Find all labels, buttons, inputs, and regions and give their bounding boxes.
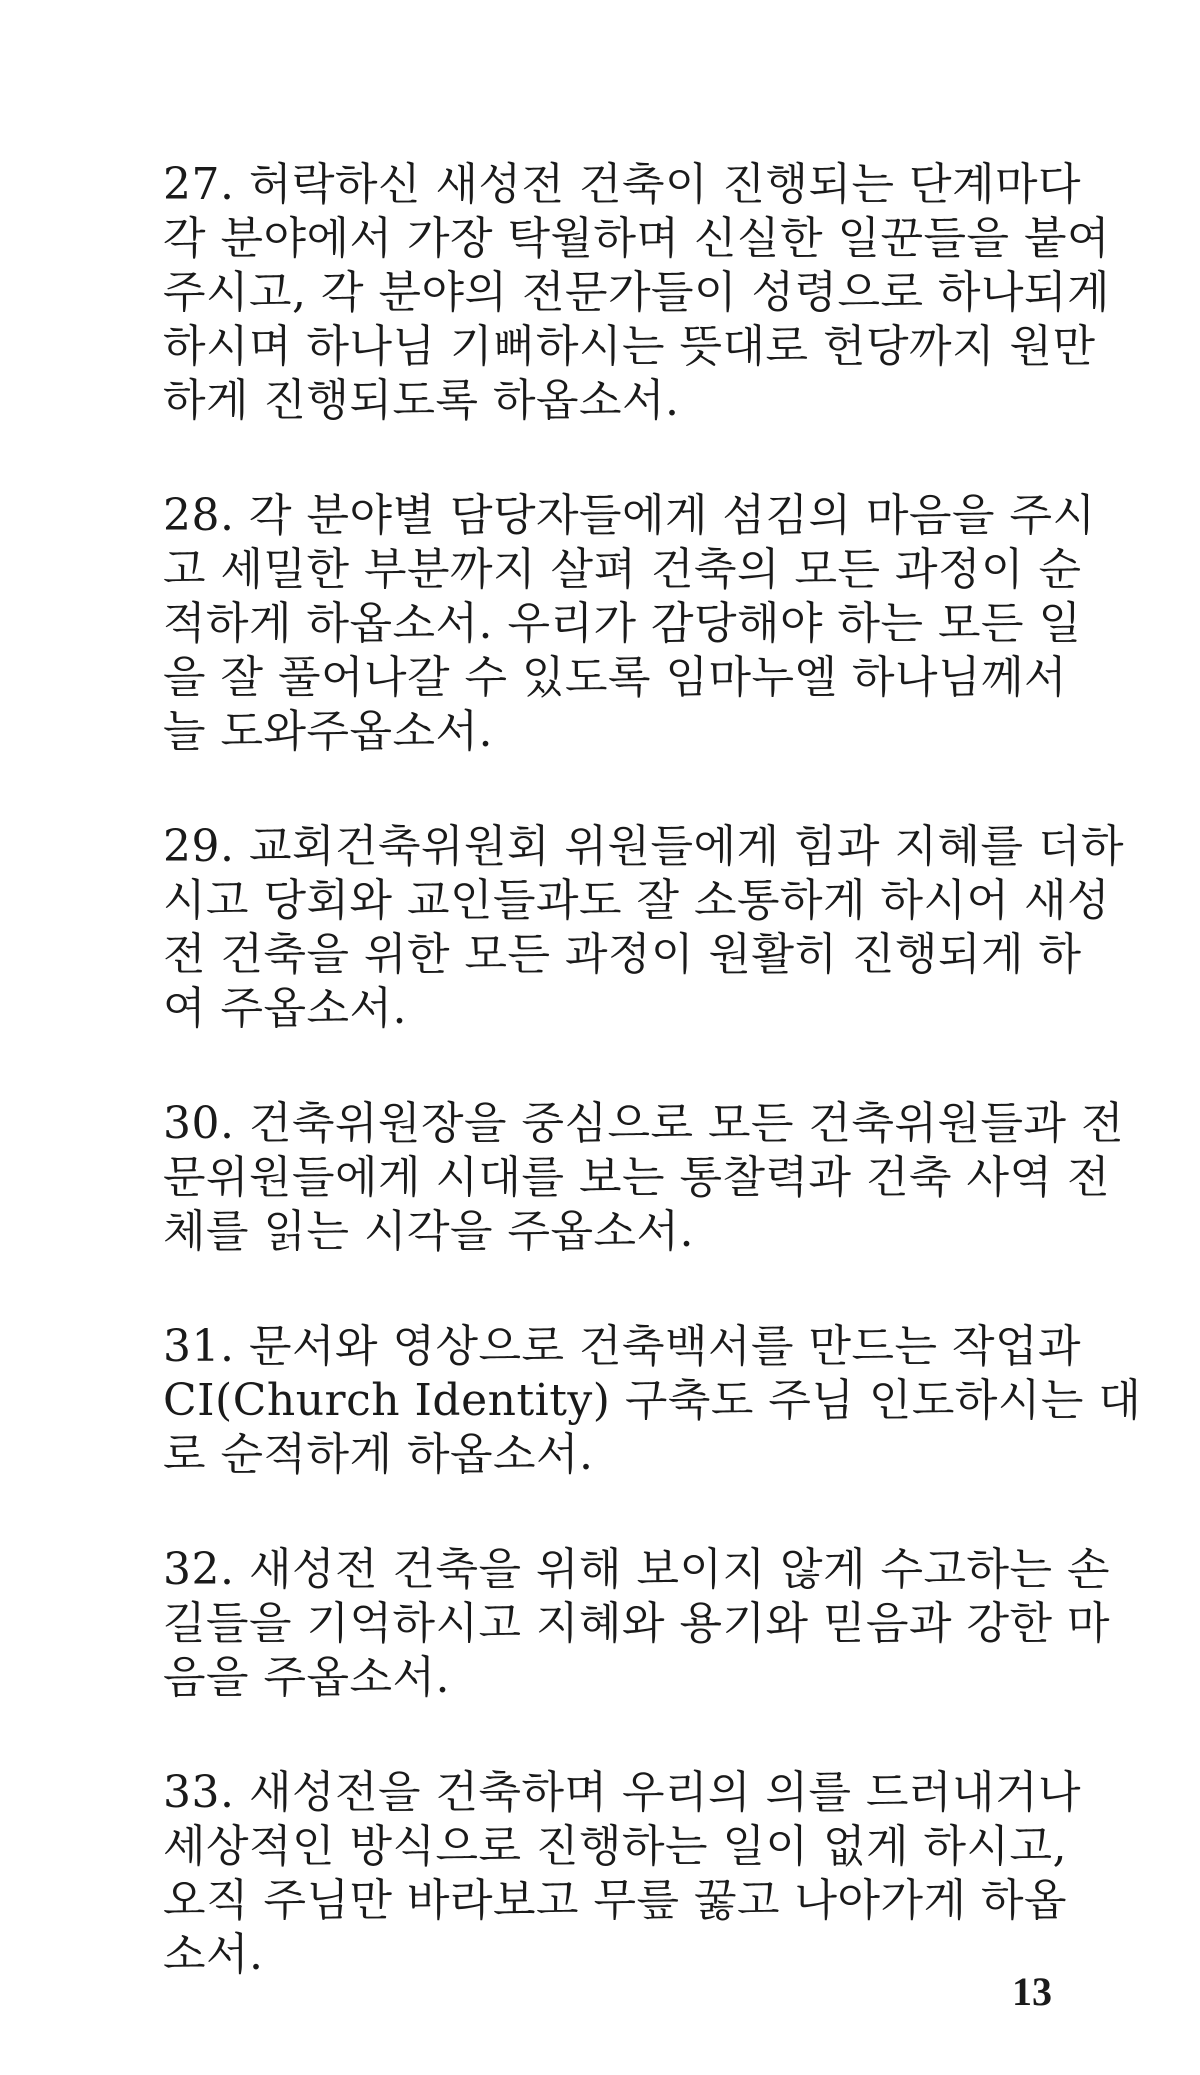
text-line: 세상적인 방식으로 진행하는 일이 없게 하시고, bbox=[163, 1821, 1067, 1872]
prayer-item-31 bbox=[163, 1320, 1142, 1482]
page-number: 13 bbox=[1012, 1969, 1052, 2014]
text-line: 주시고, 각 분야의 전문가들이 성령으로 하나되게 bbox=[163, 267, 1110, 318]
text-line: 30. 건축위원장을 중심으로 모든 건축위원들과 전 bbox=[163, 1098, 1124, 1149]
text-line: 오직 주님만 바라보고 무릎 꿇고 나아가게 하옵 bbox=[163, 1875, 1067, 1926]
text-line: 27. 허락하신 새성전 건축이 진행되는 단계마다 bbox=[163, 159, 1081, 210]
text-line: 여 주옵소서. bbox=[163, 983, 407, 1034]
text-line: 적하게 하옵소서. 우리가 감당해야 하는 모든 일 bbox=[163, 598, 1082, 649]
text-line: 음을 주옵소서. bbox=[163, 1652, 450, 1703]
text-line: 33. 새성전을 건축하며 우리의 의를 드러내거나 bbox=[163, 1767, 1081, 1818]
prayer-item-33 bbox=[163, 1766, 1081, 1982]
text-line: 을 잘 풀어나갈 수 있도록 임마누엘 하나님께서 bbox=[163, 652, 1067, 703]
text-line: 고 세밀한 부분까지 살펴 건축의 모든 과정이 순 bbox=[163, 544, 1082, 595]
text-line: 하게 진행되도록 하옵소서. bbox=[163, 375, 680, 426]
text-line: 각 분야에서 가장 탁월하며 신실한 일꾼들을 붙여 bbox=[163, 213, 1110, 264]
text-line: 31. 문서와 영상으로 건축백서를 만드는 작업과 bbox=[163, 1321, 1081, 1372]
text-line: 28. 각 분야별 담당자들에게 섬김의 마음을 주시 bbox=[163, 490, 1096, 541]
text-line: 로 순적하게 하옵소서. bbox=[163, 1429, 594, 1480]
prayer-list bbox=[163, 158, 1142, 2043]
prayer-item-27 bbox=[163, 158, 1110, 428]
text-line: 하시며 하나님 기뻐하시는 뜻대로 헌당까지 원만 bbox=[163, 321, 1096, 372]
prayer-item-28 bbox=[163, 489, 1096, 759]
text-line: 문위원들에게 시대를 보는 통찰력과 건축 사역 전 bbox=[163, 1152, 1110, 1203]
text-line: 전 건축을 위한 모든 과정이 원활히 진행되게 하 bbox=[163, 929, 1082, 980]
text-line: 늘 도와주옵소서. bbox=[163, 706, 493, 757]
text-line: 체를 읽는 시각을 주옵소서. bbox=[163, 1206, 694, 1257]
prayer-item-29 bbox=[163, 820, 1124, 1036]
prayer-item-32 bbox=[163, 1543, 1110, 1705]
text-line: 시고 당회와 교인들과도 잘 소통하게 하시어 새성 bbox=[163, 875, 1110, 926]
text-line: CI(Church Identity) 구축도 주님 인도하시는 대 bbox=[163, 1375, 1142, 1426]
text-line: 32. 새성전 건축을 위해 보이지 않게 수고하는 손 bbox=[163, 1544, 1110, 1595]
prayer-item-30 bbox=[163, 1097, 1124, 1259]
text-line: 소서. bbox=[163, 1929, 264, 1980]
text-line: 29. 교회건축위원회 위원들에게 힘과 지혜를 더하 bbox=[163, 821, 1124, 872]
text-line: 길들을 기억하시고 지혜와 용기와 믿음과 강한 마 bbox=[163, 1598, 1110, 1649]
